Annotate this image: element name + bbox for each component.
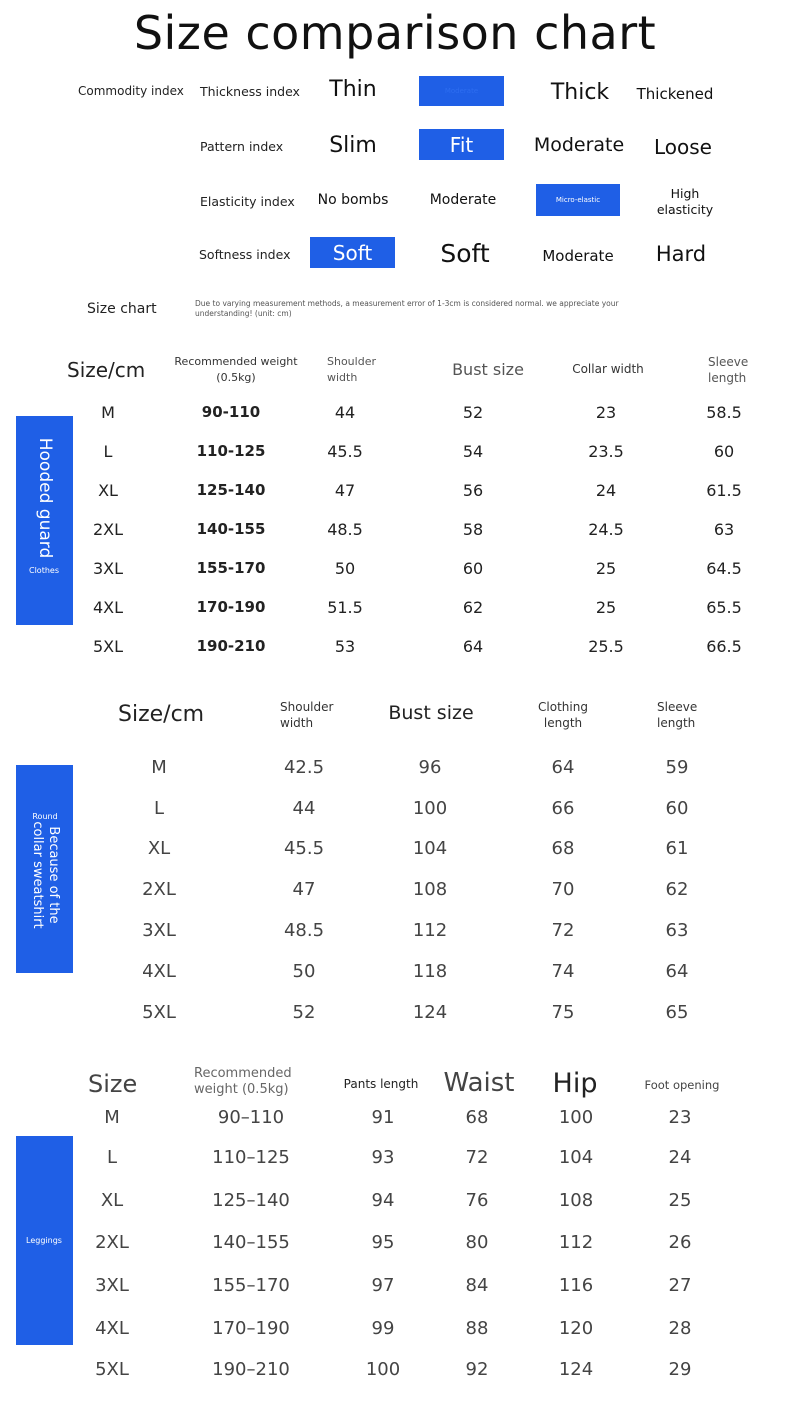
leggings-table-row-cell: 125–140	[212, 1190, 290, 1211]
hoodie-table-row-cell: 62	[462, 598, 484, 617]
leggings-table-row-cell: XL	[100, 1190, 124, 1211]
sweatshirt-table-row-cell: 42.5	[283, 757, 325, 778]
sweatshirt-table-row-cell: 50	[292, 961, 316, 982]
leggings-table-row-cell: 26	[668, 1232, 692, 1253]
hoodie-table-row-cell: XL	[98, 481, 118, 500]
leggings-table-row-cell: 5XL	[95, 1359, 129, 1380]
leggings-table-row-cell: 24	[668, 1147, 692, 1168]
leggings-side-label	[16, 1136, 73, 1345]
hoodie-table-row-cell: 53	[334, 637, 356, 656]
sweatshirt-table-row-cell: 118	[412, 961, 448, 982]
leggings-table-row-cell: 97	[371, 1275, 395, 1296]
leggings-table-row-cell: 23	[668, 1107, 692, 1128]
sweatshirt-table-row-cell: 47	[292, 879, 316, 900]
sweatshirt-table-row-cell: 2XL	[142, 879, 176, 900]
leggings-table-row-cell: 170–190	[212, 1318, 290, 1339]
hoodie-table-row-cell: 25.5	[588, 637, 624, 656]
sweatshirt-table-row-cell: 59	[665, 757, 689, 778]
leggings-table-row-cell: 72	[465, 1147, 489, 1168]
leggings-header-hip: Hip	[552, 1068, 598, 1099]
leggings-table-row-cell: 88	[465, 1318, 489, 1339]
hoodie-table-row-cell: 25	[595, 559, 617, 578]
hoodie-table-row-cell: 170-190	[196, 598, 266, 616]
leggings-table-row-cell: 3XL	[95, 1275, 129, 1296]
leggings-table-row-cell: 27	[668, 1275, 692, 1296]
hoodie-header-shoulder: Shoulder width	[327, 355, 376, 384]
sweatshirt-table-row-cell: 100	[412, 798, 448, 819]
leggings-table-row-cell: 110–125	[212, 1147, 290, 1168]
elasticity-option-high-elasticity: High elasticity	[656, 186, 714, 217]
softness-option-moderate: Moderate	[542, 247, 614, 265]
leggings-header-foot-opening: Foot opening	[644, 1078, 720, 1092]
leggings-table-row-cell: 2XL	[95, 1232, 129, 1253]
hoodie-side-label-sub: Clothes	[29, 566, 59, 575]
hoodie-table-row-cell: M	[101, 403, 115, 422]
sweatshirt-table-row-cell: 74	[551, 961, 575, 982]
hoodie-header-bust: Bust size	[452, 360, 524, 379]
hoodie-table-row-cell: 23.5	[588, 442, 624, 461]
leggings-table-row-cell: 94	[371, 1190, 395, 1211]
sweatshirt-header-sleeve: Sleeve length	[657, 700, 698, 730]
leggings-table-row-cell: 140–155	[212, 1232, 290, 1253]
leggings-table-row-cell: 190–210	[212, 1359, 290, 1380]
sweatshirt-header-bust: Bust size	[388, 702, 474, 724]
leggings-table-row-cell: 93	[371, 1147, 395, 1168]
sweatshirt-table-row-cell: 112	[412, 920, 448, 941]
sweatshirt-table-row-cell: 66	[551, 798, 575, 819]
hoodie-table-row-cell: 140-155	[196, 520, 266, 538]
hoodie-table-row-cell: 23	[595, 403, 617, 422]
hoodie-side-label	[16, 416, 73, 625]
hoodie-table-row-cell: 2XL	[92, 520, 124, 539]
sweatshirt-header-length: Clothing length	[538, 700, 588, 730]
leggings-table-row-cell: 104	[558, 1147, 594, 1168]
sweatshirt-table-row-cell: 124	[412, 1002, 448, 1023]
softness-option-soft-selected: Soft	[310, 237, 395, 268]
hoodie-table-row-cell: 51.5	[327, 598, 363, 617]
sweatshirt-table-row-cell: L	[153, 798, 165, 819]
sweatshirt-table-row-cell: 48.5	[283, 920, 325, 941]
thickness-option-thick: Thick	[550, 80, 610, 105]
hoodie-table-row-cell: 90-110	[201, 403, 261, 421]
elasticity-option-micro-elastic-selected: Micro-elastic	[536, 184, 620, 216]
hoodie-side-label-main: Hooded guard	[34, 437, 55, 559]
elasticity-option-moderate: Moderate	[429, 192, 497, 208]
sweatshirt-table-row-cell: 45.5	[283, 838, 325, 859]
leggings-table-row-cell: 92	[465, 1359, 489, 1380]
sweatshirt-table-row-cell: 44	[292, 798, 316, 819]
sweatshirt-table-row-cell: 4XL	[142, 961, 176, 982]
hoodie-table-row-cell: 56	[462, 481, 484, 500]
sweatshirt-table-row-cell: 75	[551, 1002, 575, 1023]
leggings-table-row-cell: 99	[371, 1318, 395, 1339]
hoodie-header-weight: Recommended weight (0.5kg)	[174, 355, 298, 384]
hoodie-table-row-cell: 190-210	[196, 637, 266, 655]
hoodie-table-row-cell: 45.5	[327, 442, 363, 461]
hoodie-table-row-cell: 65.5	[706, 598, 742, 617]
hoodie-table-row-cell: 3XL	[92, 559, 124, 578]
hoodie-table-row-cell: 52	[462, 403, 484, 422]
hoodie-table-row-cell: 110-125	[196, 442, 266, 460]
pattern-option-fit-selected: Fit	[419, 129, 504, 160]
sweatshirt-table-row-cell: 61	[665, 838, 689, 859]
hoodie-table-row-cell: 63	[713, 520, 735, 539]
sweatshirt-table-row-cell: 68	[551, 838, 575, 859]
leggings-table-row-cell: 4XL	[95, 1318, 129, 1339]
softness-option-soft: Soft	[440, 239, 490, 268]
hoodie-table-row-cell: 24	[595, 481, 617, 500]
hoodie-header-collar: Collar width	[572, 362, 644, 376]
leggings-table-row-cell: 28	[668, 1318, 692, 1339]
hoodie-table-row-cell: 24.5	[588, 520, 624, 539]
sweatshirt-table-row-cell: 63	[665, 920, 689, 941]
leggings-table-row-cell: 76	[465, 1190, 489, 1211]
sweatshirt-table-row-cell: 65	[665, 1002, 689, 1023]
leggings-table-row-cell: 68	[465, 1107, 489, 1128]
hoodie-table-row-cell: 5XL	[92, 637, 124, 656]
hoodie-table-row-cell: 125-140	[196, 481, 266, 499]
elasticity-index-label: Elasticity index	[200, 194, 295, 209]
leggings-table-row-cell: 25	[668, 1190, 692, 1211]
sweatshirt-table-row-cell: 64	[665, 961, 689, 982]
page-title: Size comparison chart	[133, 6, 657, 60]
hoodie-table-row-cell: 58	[462, 520, 484, 539]
leggings-table-row-cell: L	[106, 1147, 118, 1168]
sweatshirt-table-row-cell: 70	[551, 879, 575, 900]
sweatshirt-header-size: Size/cm	[118, 702, 205, 727]
leggings-table-row-cell: 100	[558, 1107, 594, 1128]
leggings-table-row-cell: 116	[558, 1275, 594, 1296]
softness-index-label: Softness index	[199, 247, 291, 262]
hoodie-table-row-cell: 48.5	[327, 520, 363, 539]
hoodie-table-row-cell: 60	[462, 559, 484, 578]
hoodie-table-row-cell: 58.5	[706, 403, 742, 422]
hoodie-table-row-cell: 60	[713, 442, 735, 461]
hoodie-table-row-cell: 64.5	[706, 559, 742, 578]
hoodie-table-row-cell: 44	[334, 403, 356, 422]
sweatshirt-table-row-cell: 5XL	[142, 1002, 176, 1023]
leggings-table-row-cell: 29	[668, 1359, 692, 1380]
leggings-table-row-cell: 155–170	[212, 1275, 290, 1296]
thickness-option-thickened: Thickened	[636, 85, 714, 103]
softness-option-hard: Hard	[655, 242, 707, 266]
sweatshirt-side-label-top: Round	[32, 812, 58, 821]
pattern-option-slim: Slim	[329, 133, 377, 158]
hoodie-header-size: Size/cm	[67, 358, 146, 382]
sweatshirt-table-row-cell: 104	[412, 838, 448, 859]
leggings-table-row-cell: 84	[465, 1275, 489, 1296]
leggings-table-row-cell: 91	[371, 1107, 395, 1128]
leggings-header-size: Size	[88, 1070, 138, 1098]
sweatshirt-table-row-cell: 3XL	[142, 920, 176, 941]
hoodie-table-row-cell: 47	[334, 481, 356, 500]
hoodie-table-row-cell: 64	[462, 637, 484, 656]
thickness-option-moderate-selected: Moderate	[419, 76, 504, 106]
sweatshirt-table-row-cell: 96	[418, 757, 442, 778]
hoodie-table-row-cell: 4XL	[92, 598, 124, 617]
thickness-index-label: Thickness index	[200, 84, 300, 99]
sweatshirt-table-row-cell: 52	[292, 1002, 316, 1023]
sweatshirt-table-row-cell: 62	[665, 879, 689, 900]
leggings-header-waist: Waist	[443, 1068, 515, 1098]
leggings-table-row-cell: 120	[558, 1318, 594, 1339]
sweatshirt-table-row-cell: M	[151, 757, 167, 778]
leggings-table-row-cell: 95	[371, 1232, 395, 1253]
leggings-header-pants-length: Pants length	[343, 1077, 419, 1091]
hoodie-table-row-cell: 25	[595, 598, 617, 617]
sweatshirt-table-row-cell: 64	[551, 757, 575, 778]
commodity-index-label: Commodity index	[78, 84, 184, 98]
leggings-side-label-text: Leggings	[26, 1236, 62, 1245]
sweatshirt-table-row-cell: 108	[412, 879, 448, 900]
sweatshirt-table-row-cell: 72	[551, 920, 575, 941]
hoodie-table-row-cell: 66.5	[706, 637, 742, 656]
measurement-note: Due to varying measurement methods, a measurement error of 1-3cm is considered normal. we appreciate your understanding! (unit: cm)	[195, 299, 619, 318]
sweatshirt-table-row-cell: 60	[665, 798, 689, 819]
thickness-option-thin: Thin	[329, 77, 377, 102]
pattern-option-loose: Loose	[654, 135, 712, 159]
hoodie-header-sleeve: Sleeve length	[708, 355, 749, 385]
sweatshirt-side-label-main: Because of the collar sweatshirt	[29, 821, 61, 929]
leggings-table-row-cell: 124	[558, 1359, 594, 1380]
hoodie-table-row-cell: 155-170	[196, 559, 266, 577]
sweatshirt-header-shoulder: Shoulder width	[280, 700, 334, 730]
leggings-table-row-cell: 108	[558, 1190, 594, 1211]
pattern-index-label: Pattern index	[200, 139, 284, 154]
sweatshirt-table-row-cell: XL	[147, 838, 171, 859]
hoodie-table-row-cell: L	[103, 442, 113, 461]
leggings-table-row-cell: 112	[558, 1232, 594, 1253]
size-chart-label: Size chart	[87, 301, 157, 317]
leggings-table-row-cell: 90–110	[217, 1107, 285, 1128]
leggings-table-row-cell: 80	[465, 1232, 489, 1253]
hoodie-table-row-cell: 61.5	[706, 481, 742, 500]
pattern-option-moderate: Moderate	[533, 134, 625, 156]
sweatshirt-side-label	[16, 765, 73, 973]
hoodie-table-row-cell: 50	[334, 559, 356, 578]
leggings-table-row-cell: 100	[365, 1359, 401, 1380]
elasticity-option-no-bombs: No bombs	[317, 192, 389, 208]
leggings-header-weight: Recommended weight (0.5kg)	[194, 1066, 292, 1097]
leggings-table-row-cell: M	[104, 1107, 120, 1128]
hoodie-table-row-cell: 54	[462, 442, 484, 461]
